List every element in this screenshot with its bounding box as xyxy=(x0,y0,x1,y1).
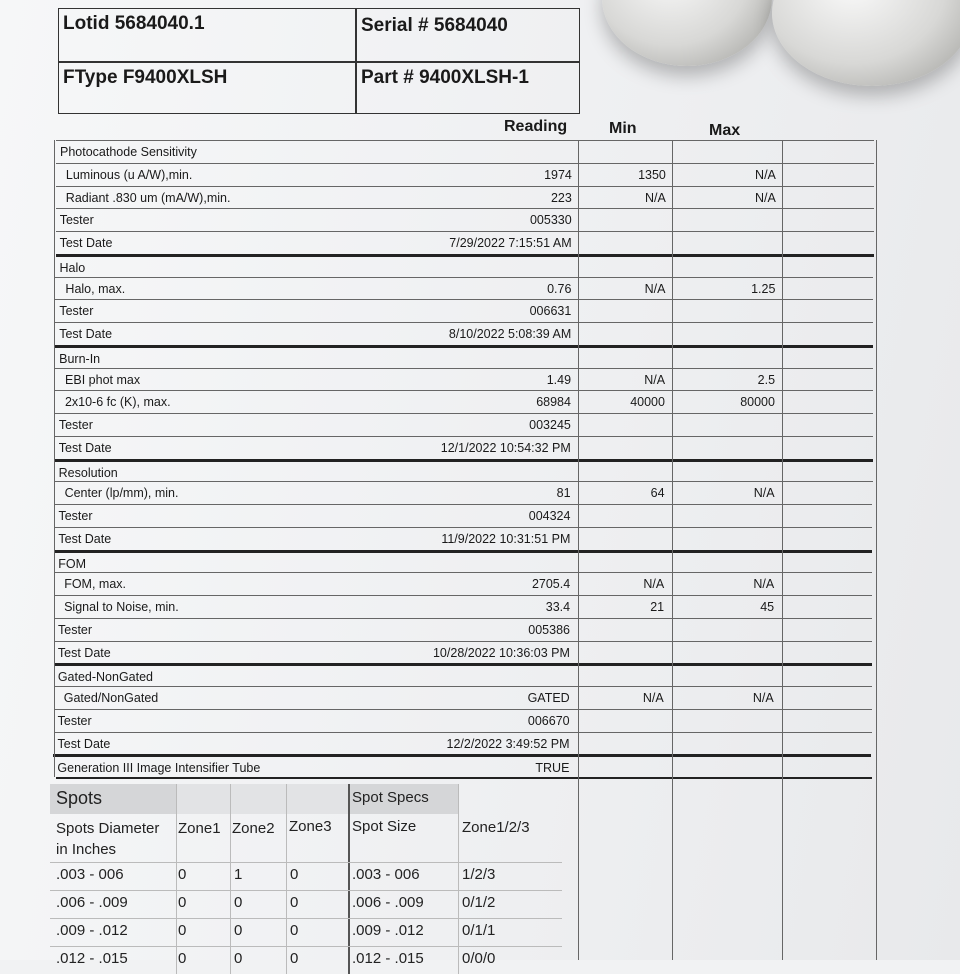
table-row xyxy=(56,186,874,210)
row-label: Burn-In xyxy=(59,351,101,366)
spot-size-header: Spot Size xyxy=(352,818,417,835)
spot-zone2: 1 xyxy=(234,866,243,883)
spot-zone2: 0 xyxy=(234,894,243,911)
max-header: Max xyxy=(709,122,741,139)
row-reading: 12/2/2022 3:49:52 PM xyxy=(446,736,570,751)
row-label: Tester xyxy=(59,213,94,228)
header-box xyxy=(58,8,580,114)
row-reading: 005386 xyxy=(528,622,570,637)
spot-zone2: 0 xyxy=(234,950,243,967)
row-max: N/A xyxy=(754,190,776,205)
row-label: Luminous (u A/W),min. xyxy=(65,167,193,182)
table-row xyxy=(56,208,874,232)
row-max: 1.25 xyxy=(751,281,776,296)
row-reading: 11/9/2022 10:31:51 PM xyxy=(441,531,571,546)
row-label: EBI phot max xyxy=(65,372,141,387)
row-max: 80000 xyxy=(740,395,775,410)
row-reading: 10/28/2022 10:36:03 PM xyxy=(432,645,570,660)
row-reading: GATED xyxy=(527,691,570,705)
row-label: Test Date xyxy=(57,645,111,660)
zone3-header: Zone3 xyxy=(289,818,332,835)
table-column-rule xyxy=(578,140,579,960)
row-label: Tester xyxy=(57,713,92,728)
spec-size: .012 - .015 xyxy=(352,950,424,967)
row-label: Gated/NonGated xyxy=(63,691,159,705)
row-label: Center (lp/mm), min. xyxy=(64,486,179,501)
row-label: Gated-NonGated xyxy=(57,670,154,685)
part-number: Part # 9400XLSH-1 xyxy=(361,67,529,88)
row-label: Resolution xyxy=(58,465,118,480)
spot-zone3: 0 xyxy=(290,922,299,939)
reading-header: Reading xyxy=(504,118,568,135)
row-label: Test Date xyxy=(58,531,112,546)
row-label: Radiant .830 um (mA/W),min. xyxy=(65,190,231,205)
table-row xyxy=(55,481,873,505)
table-row xyxy=(55,368,873,392)
row-min: 64 xyxy=(650,486,665,501)
table-row xyxy=(54,618,872,642)
table-row xyxy=(55,390,873,414)
table-row xyxy=(56,140,874,164)
table-row xyxy=(54,572,872,596)
row-max: N/A xyxy=(752,691,774,705)
table-row xyxy=(54,595,872,619)
spot-zone1: 0 xyxy=(178,866,187,883)
zone123-header: Zone1/2/3 xyxy=(462,819,530,836)
lotid: Lotid 5684040.1 xyxy=(63,13,205,34)
intensifier-tube-right xyxy=(772,0,960,86)
spec-zone: 0/0/0 xyxy=(462,950,496,967)
row-max: N/A xyxy=(753,486,775,501)
spots-section xyxy=(50,784,562,974)
zone2-header: Zone2 xyxy=(232,820,275,837)
intensifier-tube-left xyxy=(602,0,772,66)
row-reading: 8/10/2022 5:08:39 AM xyxy=(448,327,572,341)
table-row xyxy=(55,277,873,301)
table-column-rule xyxy=(672,140,673,960)
spot-range: .012 - .015 xyxy=(56,950,128,967)
row-max: 45 xyxy=(760,600,775,614)
row-label: Test Date xyxy=(59,236,113,250)
spot-zone1: 0 xyxy=(178,950,187,967)
table-row xyxy=(54,709,872,733)
spot-range: .003 - 006 xyxy=(56,866,124,883)
row-reading: 7/29/2022 7:15:51 AM xyxy=(449,236,572,250)
spec-size: .003 - 006 xyxy=(352,866,420,883)
row-label: Photocathode Sensitivity xyxy=(60,145,197,159)
row-min: N/A xyxy=(644,190,666,205)
row-label: Halo, max. xyxy=(65,281,126,296)
spec-zone: 0/1/2 xyxy=(462,894,496,911)
spot-zone1: 0 xyxy=(178,922,187,939)
row-reading: 12/1/2022 10:54:32 PM xyxy=(440,440,571,455)
row-reading: 68984 xyxy=(536,395,571,410)
table-row xyxy=(54,504,872,528)
table-bottom-rule xyxy=(56,777,872,779)
row-min: N/A xyxy=(644,281,666,296)
row-label: Tester xyxy=(58,509,93,523)
row-reading: 005330 xyxy=(529,213,572,228)
row-label: 2x10-6 fc (K), max. xyxy=(64,395,171,410)
table-row xyxy=(54,641,872,665)
row-reading: 003245 xyxy=(529,418,571,432)
table-row xyxy=(54,527,872,551)
row-label: Tester xyxy=(58,418,93,432)
row-label: Signal to Noise, min. xyxy=(64,600,179,614)
serial-number: Serial # 5684040 xyxy=(361,15,508,36)
table-row xyxy=(56,231,874,255)
row-reading: 223 xyxy=(550,190,572,205)
row-reading: 33.4 xyxy=(545,600,571,614)
row-reading: 2705.4 xyxy=(531,577,571,592)
spec-zone: 0/1/1 xyxy=(462,922,496,939)
row-reading: 006631 xyxy=(529,304,572,319)
row-label: FOM xyxy=(58,556,87,571)
spec-size: .006 - .009 xyxy=(352,894,424,911)
row-reading: 0.76 xyxy=(547,281,572,296)
table-column-rule xyxy=(782,140,783,960)
spots-diameter-header: Spots Diameter in Inches xyxy=(56,820,160,858)
row-min: N/A xyxy=(644,372,666,387)
row-label: Test Date xyxy=(58,440,112,455)
row-reading: 1.49 xyxy=(546,372,572,387)
row-label: Test Date xyxy=(57,736,111,751)
zone1-header: Zone1 xyxy=(178,820,221,837)
row-label: Halo xyxy=(59,260,86,275)
row-label: FOM, max. xyxy=(64,577,126,592)
min-header: Min xyxy=(609,120,637,137)
spec-zone: 1/2/3 xyxy=(462,866,496,883)
row-reading: TRUE xyxy=(535,761,570,776)
row-min: N/A xyxy=(642,691,664,705)
table-row xyxy=(54,732,872,756)
table-row xyxy=(56,163,874,187)
table-row xyxy=(55,322,873,346)
row-label: Tester xyxy=(59,304,94,319)
table-row xyxy=(55,436,873,460)
row-reading: 006670 xyxy=(527,713,570,728)
spot-zone1: 0 xyxy=(178,894,187,911)
table-row xyxy=(54,686,872,710)
spot-zone2: 0 xyxy=(234,922,243,939)
row-reading: 004324 xyxy=(528,509,571,523)
spot-zone3: 0 xyxy=(290,950,299,967)
table-column-rule xyxy=(876,140,877,960)
spot-zone3: 0 xyxy=(290,866,299,883)
spot-range: .006 - .009 xyxy=(56,894,128,911)
table-row xyxy=(55,299,873,323)
ftype: FType F9400XLSH xyxy=(63,67,228,88)
row-min: 40000 xyxy=(630,395,665,410)
row-label: Tester xyxy=(58,622,93,637)
spot-specs-title: Spot Specs xyxy=(352,789,429,806)
table-column-rule xyxy=(54,140,55,777)
row-label: Test Date xyxy=(59,327,113,341)
row-max: 2.5 xyxy=(757,372,776,387)
row-reading: 81 xyxy=(556,486,571,501)
spot-range: .009 - .012 xyxy=(56,922,128,939)
row-max: N/A xyxy=(755,167,776,182)
row-max: N/A xyxy=(753,577,775,592)
spec-size: .009 - .012 xyxy=(352,922,424,939)
row-reading: 1974 xyxy=(544,167,572,182)
spot-zone3: 0 xyxy=(290,894,299,911)
row-min: 21 xyxy=(650,600,665,614)
row-label: Generation III Image Intensifier Tube xyxy=(57,761,261,776)
row-min: 1350 xyxy=(638,167,666,182)
row-min: N/A xyxy=(643,577,665,592)
table-row xyxy=(55,413,873,437)
spots-title: Spots xyxy=(56,788,103,808)
